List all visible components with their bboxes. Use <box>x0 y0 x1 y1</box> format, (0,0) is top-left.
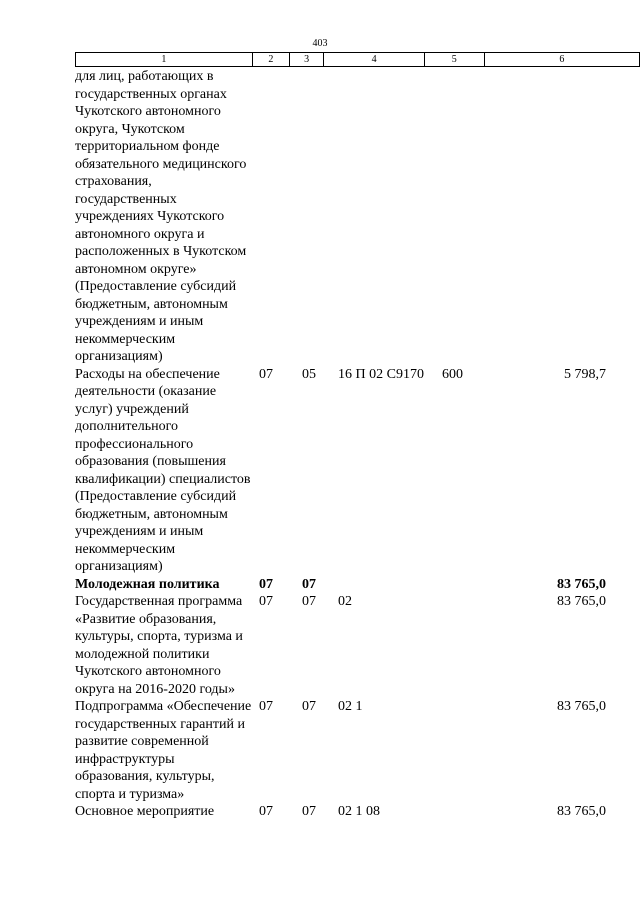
row-rz: 07 <box>259 366 273 382</box>
row-rz: 07 <box>259 699 273 714</box>
table-row <box>75 366 606 576</box>
table-row <box>75 803 606 821</box>
column-header-3: 3 <box>290 53 324 67</box>
row-vr <box>438 576 502 594</box>
row-sum <box>502 68 606 366</box>
table-row <box>75 593 606 698</box>
row-vr <box>438 803 502 821</box>
row-vr: 600 <box>442 366 463 382</box>
row-csr: 02 <box>338 594 352 609</box>
row-pr <box>296 68 336 366</box>
column-header-5: 5 <box>424 53 484 67</box>
row-csr <box>336 68 438 366</box>
column-header-row <box>75 52 640 67</box>
row-rz <box>255 68 296 366</box>
row-name: для лиц, работающих в государственных органах Чукотского автономного округа, Чукотском территориальном фонде обязательного медицинского страхования, государственных учреждениях Чукотского автономного округа и расположенных в Чукотском автономном округе» (Предоставление субсидий бюджетным, автономным учреждениям и иным некоммерческим организациям) <box>75 69 247 364</box>
row-pr: 07 <box>302 594 316 609</box>
row-vr <box>438 593 502 698</box>
row-pr: 05 <box>302 366 316 382</box>
budget-table <box>75 68 606 821</box>
row-name: Расходы на обеспечение деятельности (оказание услуг) учреждений дополнительного профессионального образования (повышения квалификации) специалистов (Предоставление субсидий бюджетным, автономным учреждениям и иным некоммерческим организациям) <box>75 366 251 574</box>
table-row <box>75 68 606 366</box>
row-csr: 02 1 <box>338 699 363 714</box>
column-header-2: 2 <box>252 53 289 67</box>
table-row-section <box>75 576 606 594</box>
row-sum: 83 765,0 <box>557 576 606 592</box>
row-pr: 07 <box>302 804 316 819</box>
row-csr <box>336 576 438 594</box>
row-csr: 02 1 08 <box>338 804 380 819</box>
page-number: 403 <box>312 38 328 49</box>
row-name: Основное мероприятие <box>75 804 215 819</box>
row-pr: 07 <box>302 576 316 592</box>
column-header-4: 4 <box>324 53 425 67</box>
row-rz: 07 <box>259 594 273 609</box>
row-rz: 07 <box>259 576 273 592</box>
row-name: Подпрограмма «Обеспечение государственных гарантий и развитие современной инфраструктуры образования, культуры, спорта и туризма» <box>75 699 252 802</box>
row-sum: 83 765,0 <box>557 594 606 609</box>
row-sum: 5 798,7 <box>564 366 606 382</box>
column-header-1: 1 <box>76 53 253 67</box>
row-vr <box>438 68 502 366</box>
row-sum: 83 765,0 <box>557 804 606 819</box>
row-pr: 07 <box>302 699 316 714</box>
column-header-6: 6 <box>484 53 639 67</box>
row-name: Молодежная политика <box>75 576 220 592</box>
row-csr: 16 П 02 С9170 <box>338 366 424 382</box>
row-name: Государственная программа «Развитие образования, культуры, спорта, туризма и молодежной политики Чукотского автономного округа на 2016-2020 годы» <box>75 594 243 697</box>
row-rz: 07 <box>259 804 273 819</box>
row-sum: 83 765,0 <box>557 699 606 714</box>
table-row <box>75 698 606 803</box>
row-vr <box>438 698 502 803</box>
